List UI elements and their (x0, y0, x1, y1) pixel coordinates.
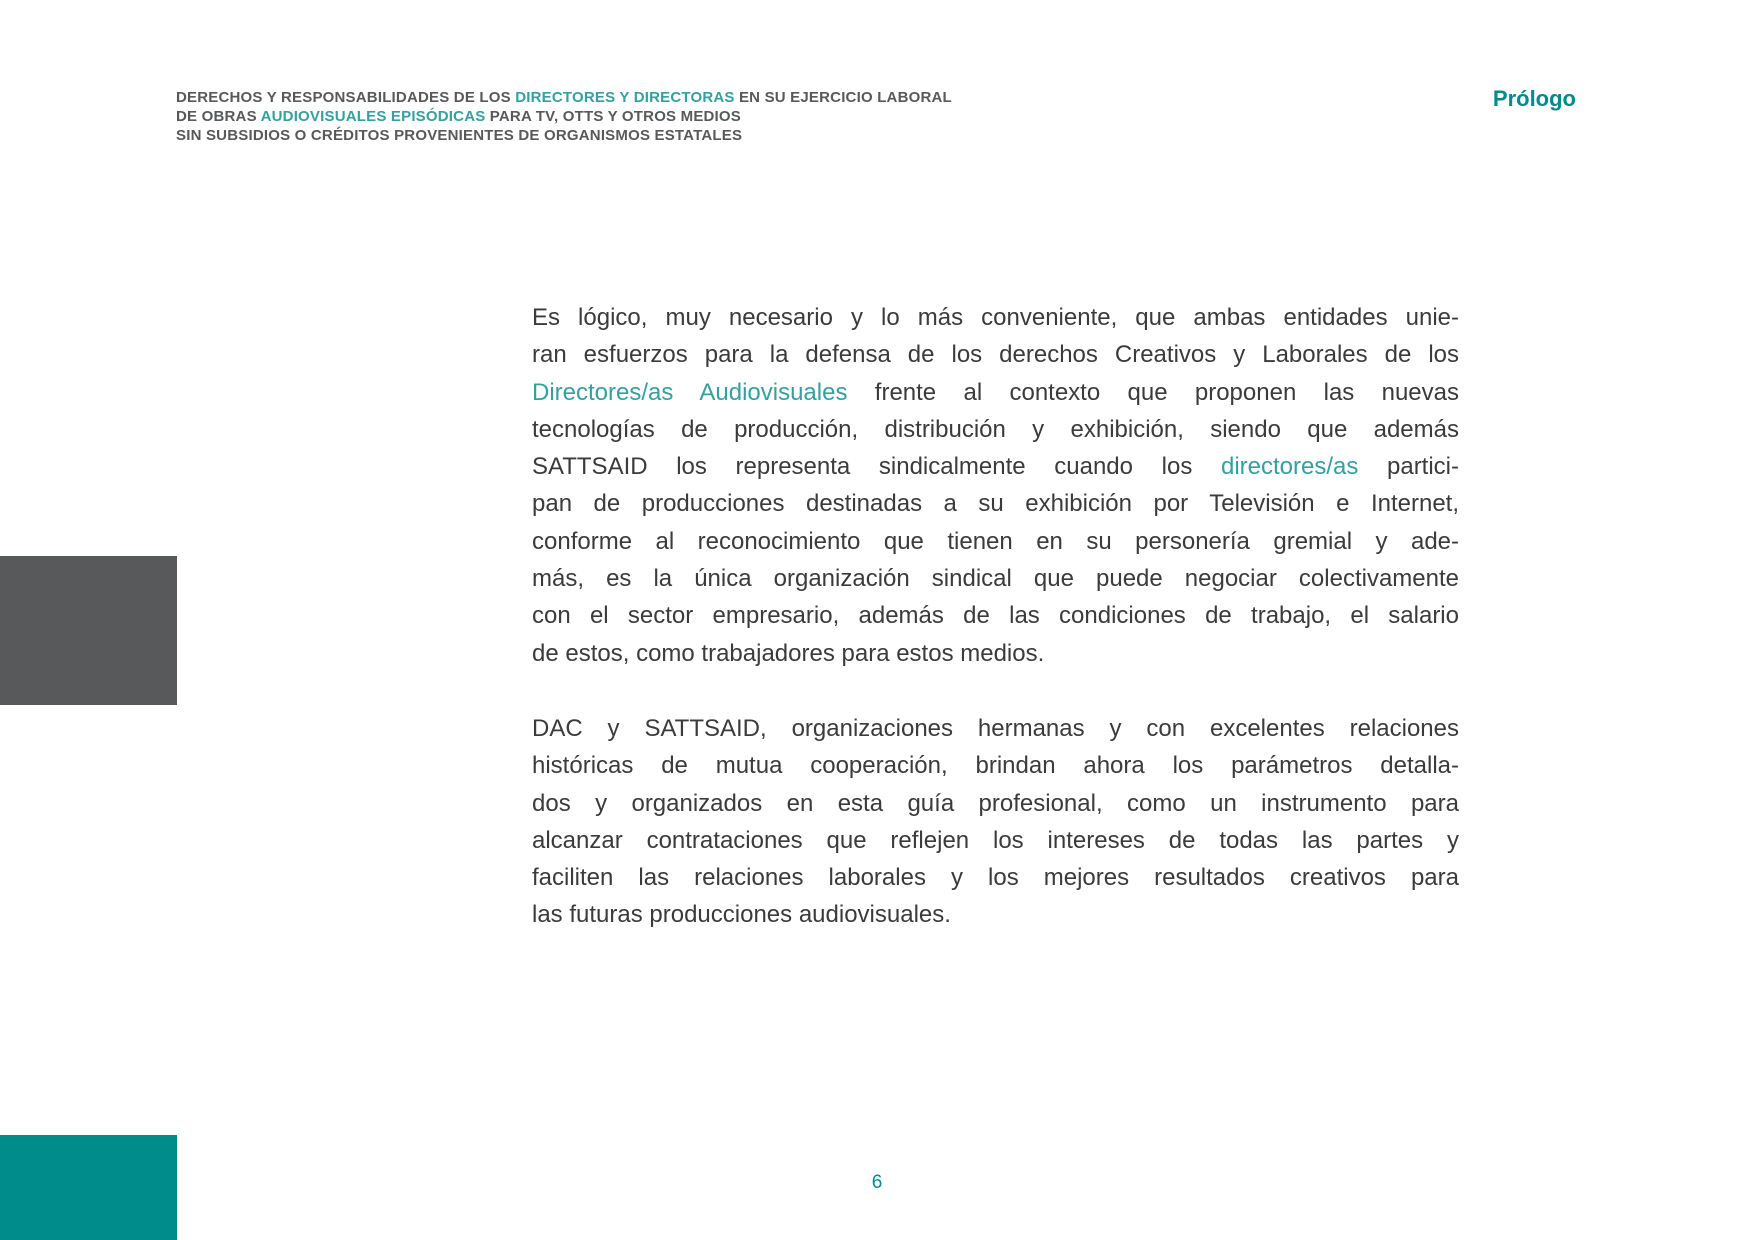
text-segment: frente al contexto que proponen las nuevas (847, 378, 1459, 406)
text-segment: de estos, como trabajadores para estos medios. (532, 639, 1045, 667)
body-line (532, 747, 1459, 784)
body-line (532, 597, 1459, 634)
text-segment: DAC y SATTSAID, organizaciones hermanas y con excelentes relaciones (532, 714, 1459, 742)
text-segment: Es lógico, muy necesario y lo más conveniente, que ambas entidades unie- (532, 304, 1459, 331)
body-line (532, 299, 1459, 336)
paragraph (532, 299, 1459, 672)
document-header-title (176, 88, 952, 145)
text-segment: faciliten las relaciones laborales y los mejores resultados creativos para (532, 864, 1459, 892)
body-text (532, 299, 1459, 972)
text-segment: con el sector empresario, además de las condiciones de trabajo, el salario (532, 602, 1459, 630)
header-line (176, 107, 952, 126)
body-line (532, 785, 1459, 822)
text-segment: ran esfuerzos para la defensa de los derechos Creativos y Laborales de los (532, 341, 1459, 369)
gray-accent-block (0, 556, 177, 705)
text-segment: SATTSAID los representa sindicalmente cuando los (532, 453, 1221, 481)
highlighted-text: Directores/as Audiovisuales (532, 378, 848, 406)
text-segment: tecnologías de producción, distribución y exhibición, siendo que además (532, 415, 1459, 443)
highlighted-text: directores/as (1220, 453, 1359, 481)
text-segment: históricas de mutua cooperación, brindan ahora los parámetros detalla- (532, 752, 1459, 780)
body-line (532, 896, 1459, 933)
header-line (176, 88, 952, 107)
highlighted-text: DIRECTORES Y DIRECTORAS (515, 89, 735, 106)
body-line (532, 485, 1459, 522)
body-line (532, 710, 1459, 747)
text-segment: SIN SUBSIDIOS O CRÉDITOS PROVENIENTES DE ORGANISMOS ESTATALES (176, 127, 743, 144)
body-line (532, 822, 1459, 859)
body-line (532, 560, 1459, 597)
header-line (176, 126, 952, 145)
body-line (532, 336, 1459, 373)
body-line (532, 411, 1459, 448)
text-segment: DE OBRAS (176, 108, 261, 125)
text-segment: alcanzar contrataciones que reflejen los intereses de todas las partes y (532, 826, 1459, 854)
text-segment: PARA TV, OTTS Y OTROS MEDIOS (485, 108, 742, 125)
text-segment: DERECHOS Y RESPONSABILIDADES DE LOS (176, 89, 516, 106)
paragraph (532, 710, 1459, 934)
page-number: 6 (871, 1172, 883, 1193)
body-line (532, 374, 1459, 411)
text-segment: más, es la única organización sindical que puede negociar colectivamente (532, 565, 1459, 593)
text-segment: pan de producciones destinadas a su exhibición por Televisión e Internet, (532, 490, 1459, 518)
body-line (532, 448, 1459, 485)
text-segment: partici- (1358, 453, 1460, 481)
body-line (532, 523, 1459, 560)
text-segment: las futuras producciones audiovisuales. (532, 901, 951, 929)
body-line (532, 635, 1459, 672)
text-segment: EN SU EJERCICIO LABORAL (734, 89, 952, 106)
highlighted-text: AUDIOVISUALES EPISÓDICAS (260, 108, 486, 125)
text-segment: dos y organizados en esta guía profesional, como un instrumento para (532, 789, 1459, 817)
section-label: Prólogo (1492, 86, 1576, 111)
text-segment: conforme al reconocimiento que tienen en su personería gremial y ade- (532, 527, 1459, 555)
body-line (532, 859, 1459, 896)
